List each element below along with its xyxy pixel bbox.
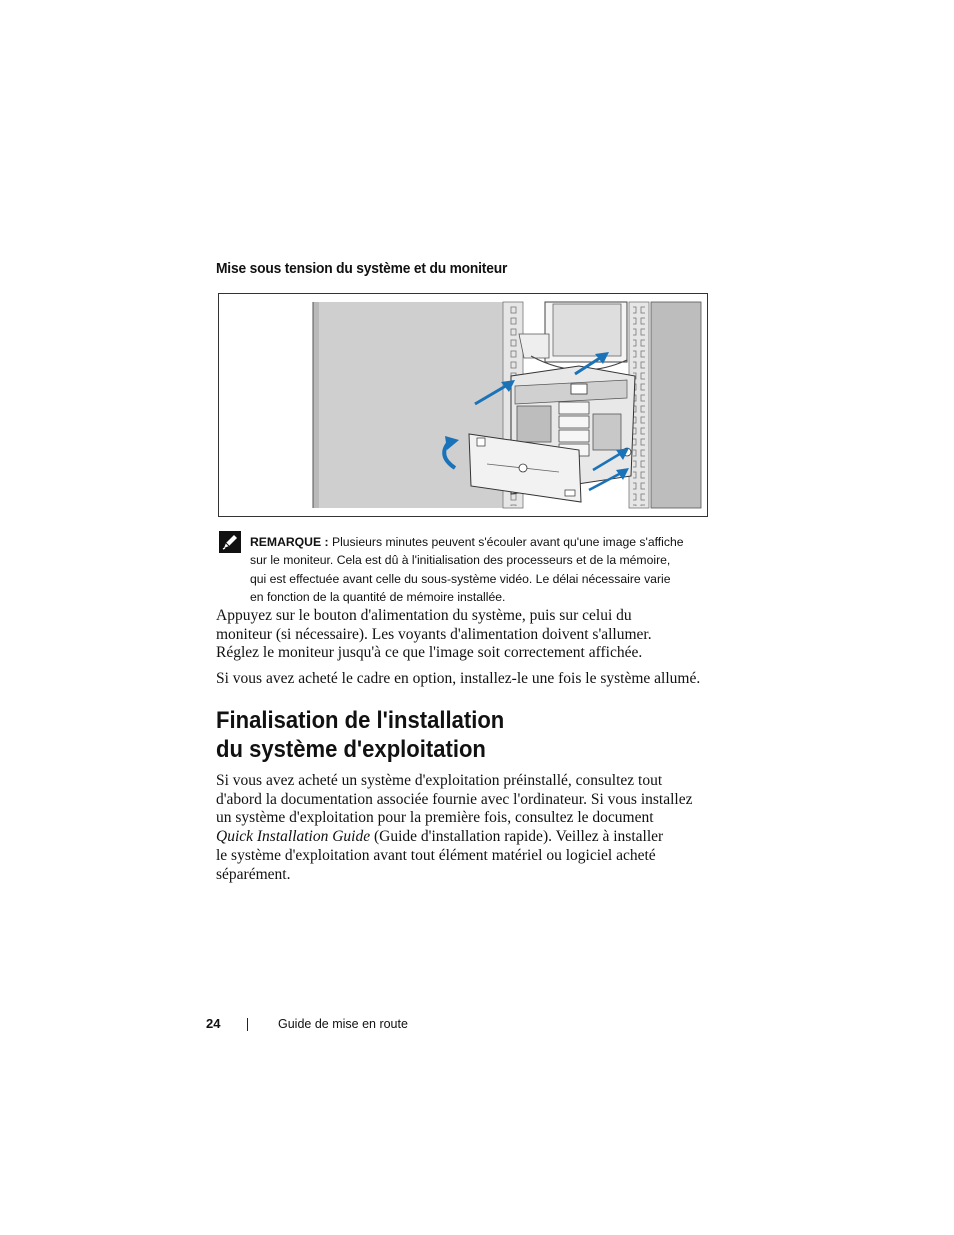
paragraph-line: un système d'exploitation pour la première fois, consultez le document	[216, 809, 654, 827]
rack-right-panel	[651, 302, 701, 508]
paragraph-line: moniteur (si nécessaire). Les voyants d'alimentation doivent s'allumer.	[216, 625, 652, 643]
page-number: 24	[206, 1016, 221, 1031]
paragraph-power-on	[216, 607, 652, 663]
paragraph-os-install	[216, 772, 692, 884]
note-block	[250, 533, 720, 606]
paragraph-line: Réglez le moniteur jusqu'à ce que l'image soit correctement affichée.	[216, 644, 643, 662]
figure-server-power-on	[218, 293, 708, 517]
chapter-title-line: du système d'exploitation	[216, 735, 486, 763]
monitor	[519, 302, 627, 370]
chapter-title	[216, 707, 504, 764]
footer-title: Guide de mise en route	[278, 1017, 408, 1031]
paragraph-text: (Guide d'installation rapide). Veillez à installer	[370, 828, 664, 846]
footer-divider	[247, 1018, 248, 1031]
note-line: qui est effectuée avant celle du sous-système vidéo. Le délai nécessaire varie	[250, 571, 671, 586]
document-title-italic: Quick Installation Guide	[216, 828, 371, 846]
paragraph-line: Appuyez sur le bouton d'alimentation du système, puis sur celui du	[216, 607, 632, 624]
paragraph-line: séparément.	[216, 865, 291, 883]
paragraph-line: Si vous avez acheté un système d'exploitation préinstallé, consultez tout	[216, 772, 663, 789]
section-heading: Mise sous tension du système et du moniteur	[216, 260, 508, 277]
note-line: sur le moniteur. Cela est dû à l'initialisation des processeurs et de la mémoire,	[250, 553, 671, 568]
paragraph-bezel: Si vous avez acheté le cadre en option, installez-le une fois le système allumé.	[216, 670, 701, 687]
note-line: Plusieurs minutes peuvent s'écouler avant qu'une image s'affiche	[331, 535, 684, 549]
paragraph-line: le système d'exploitation avant tout élément matériel ou logiciel acheté	[216, 846, 656, 864]
note-line: en fonction de la quantité de mémoire installée.	[250, 589, 506, 604]
paragraph-line	[216, 828, 692, 847]
chapter-title-line: Finalisation de l'installation	[216, 707, 505, 734]
note-pencil-icon	[219, 531, 241, 553]
note-label: REMARQUE :	[250, 535, 329, 549]
paragraph-line: d'abord la documentation associée fournie avec l'ordinateur. Si vous installez	[216, 790, 693, 808]
figure-illustration	[219, 294, 707, 516]
